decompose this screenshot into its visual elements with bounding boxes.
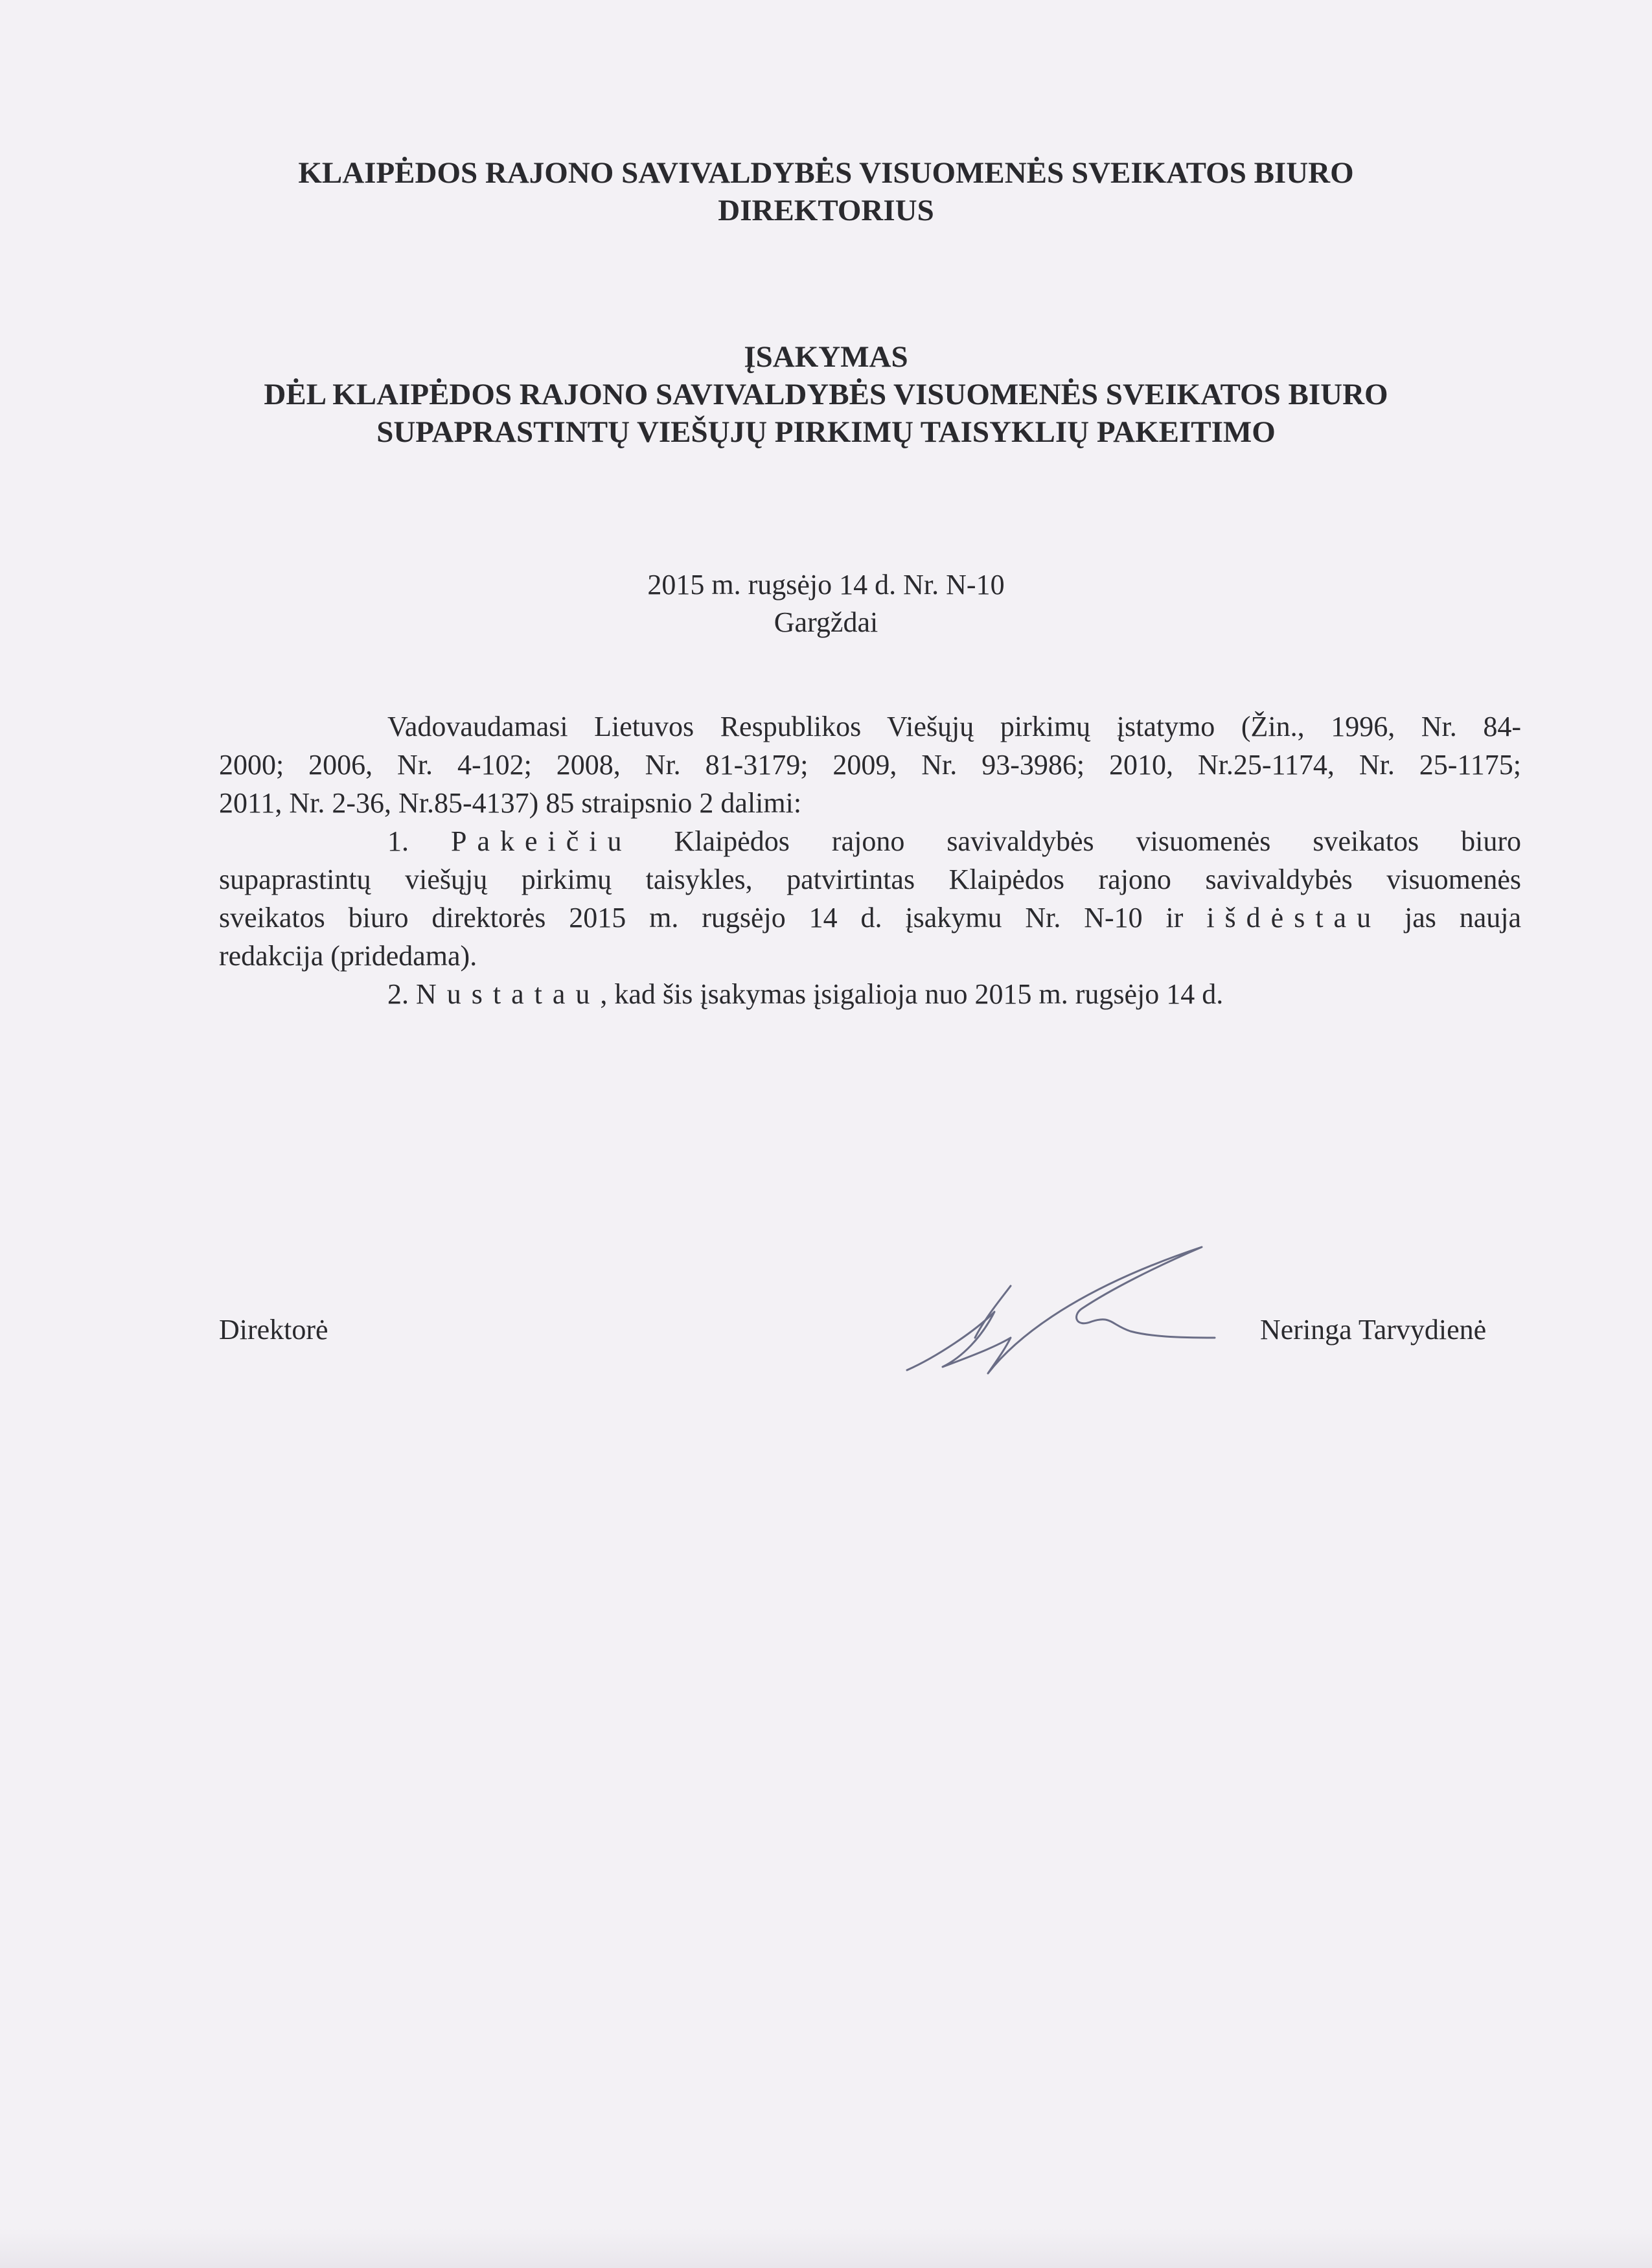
item-1-paragraph [219, 822, 1521, 975]
signatory-position: Direktorė [219, 1314, 328, 1346]
item-2-line [219, 975, 1521, 1013]
item-1-line-3-start: sveikatos biuro direktorės 2015 m. rugsėjo 14 d. įsakymu Nr. N-10 ir [219, 902, 1184, 934]
preamble-line-3: 2011, Nr. 2-36, Nr.85-4137) 85 straipsnio 2 dalimi: [219, 787, 802, 819]
header-line-2: DIREKTORIUS [718, 194, 934, 227]
item-1-verb-2: išdėstau [1206, 902, 1382, 934]
preamble-paragraph [219, 707, 1521, 822]
handwritten-signature [897, 1241, 1221, 1383]
preamble-line-2: 2000; 2006, Nr. 4-102; 2008, Nr. 81-3179; 2009, Nr. 93-3986; 2010, Nr.25-1174, Nr. 25-1175; [219, 749, 1521, 781]
item-1-line-1-text: Klaipėdos rajono savivaldybės visuomenės sveikatos biuro [674, 825, 1521, 857]
scan-edge [0, 2228, 1652, 2268]
item-1-line-1 [219, 822, 1521, 860]
item-2-verb: Nustatau [416, 978, 601, 1010]
item-2-text: , kad šis įsakymas įsigalioja nuo 2015 m. rugsėjo 14 d. [600, 978, 1224, 1010]
preamble-line-1: Vadovaudamasi Lietuvos Respublikos Viešųjų pirkimų įstatymo (Žin., 1996, Nr. 84- [387, 711, 1521, 742]
item-1-line-2: supaprastintų viešųjų pirkimų taisykles, patvirtintas Klaipėdos rajono savivaldybės visuomenės [219, 864, 1521, 895]
header-line-1: KLAIPĖDOS RAJONO SAVIVALDYBĖS VISUOMENĖS SVEIKATOS BIURO [298, 156, 1354, 190]
item-1-number: 1. [387, 825, 409, 857]
order-title: ĮSAKYMAS [744, 340, 908, 374]
item-2-number: 2. [387, 978, 409, 1010]
item-1-line-3 [219, 899, 1521, 937]
place-line: Gargždai [774, 606, 878, 638]
item-2-paragraph [219, 975, 1521, 1013]
item-1-verb: Pakeičiu [451, 825, 632, 857]
order-subject-line-2: SUPAPRASTINTŲ VIEŠŲJŲ PIRKIMŲ TAISYKLIŲ PAKEITIMO [376, 415, 1276, 449]
signatory-name: Neringa Tarvydienė [1260, 1314, 1487, 1346]
item-1-line-4: redakcija (pridedama). [219, 940, 477, 972]
item-1-line-3-end: jas nauja [1404, 902, 1522, 934]
date-number-line: 2015 m. rugsėjo 14 d. Nr. N-10 [647, 569, 1005, 601]
order-subject-line-1: DĖL KLAIPĖDOS RAJONO SAVIVALDYBĖS VISUOMENĖS SVEIKATOS BIURO [264, 378, 1388, 411]
